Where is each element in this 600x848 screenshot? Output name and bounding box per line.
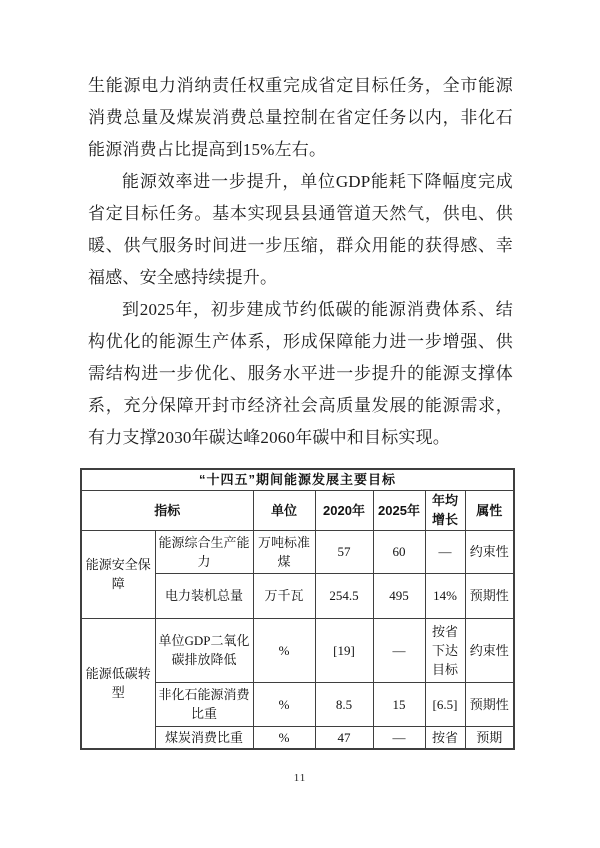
header-avg-growth: 年均增长 [425, 490, 465, 530]
body-paragraph: 生能源电力消纳责任权重完成省定目标任务，全市能源消费总量及煤炭消费总量控制在省定任务以内，非化石能源消费占比提高到15%左右。 [88, 76, 513, 159]
cell-group: 能源安全保障 [81, 530, 155, 618]
table-header-row [81, 490, 514, 530]
cell-2025: 60 [373, 530, 425, 573]
cell-unit: 万吨标准煤 [253, 530, 315, 573]
cell-2025: 495 [373, 573, 425, 618]
cell-2020: [19] [315, 618, 373, 682]
cell-2020: 254.5 [315, 573, 373, 618]
cell-attribute: 预期 [465, 726, 514, 749]
table-row [81, 618, 514, 682]
cell-2025: 15 [373, 682, 425, 726]
table-title: “十四五”期间能源发展主要目标 [81, 469, 514, 490]
cell-attribute: 约束性 [465, 530, 514, 573]
body-text [88, 70, 513, 454]
targets-table-container [80, 468, 514, 750]
cell-unit: % [253, 682, 315, 726]
body-paragraph: 到2025年，初步建成节约低碳的能源消费体系、结构优化的能源生产体系，形成保障能力进一步增强、供需结构进一步优化、服务水平进一步提升的能源支撑体系，充分保障开封市经济社会高质量发展的能源需求，有力支撑2030年碳达峰2060年碳中和目标实现。 [88, 300, 513, 447]
header-2025: 2025年 [373, 490, 425, 530]
cell-indicator: 能源综合生产能力 [155, 530, 253, 573]
cell-growth: 按省下达目标 [425, 618, 465, 682]
energy-targets-table [80, 468, 515, 750]
cell-2020: 47 [315, 726, 373, 749]
body-paragraph: 能源效率进一步提升，单位GDP能耗下降幅度完成省定目标任务。基本实现县县通管道天然气，供电、供暖、供气服务时间进一步压缩，群众用能的获得感、幸福感、安全感持续提升。 [88, 172, 513, 287]
header-attribute: 属性 [465, 490, 514, 530]
cell-2025: — [373, 726, 425, 749]
cell-unit: % [253, 618, 315, 682]
header-2020: 2020年 [315, 490, 373, 530]
cell-growth: [6.5] [425, 682, 465, 726]
cell-indicator: 单位GDP二氧化碳排放降低 [155, 618, 253, 682]
cell-attribute: 约束性 [465, 618, 514, 682]
table-title-row [81, 469, 514, 490]
cell-growth: — [425, 530, 465, 573]
cell-growth: 14% [425, 573, 465, 618]
cell-growth: 按省 [425, 726, 465, 749]
cell-indicator: 非化石能源消费比重 [155, 682, 253, 726]
cell-2020: 57 [315, 530, 373, 573]
cell-2025: — [373, 618, 425, 682]
cell-unit: % [253, 726, 315, 749]
cell-unit: 万千瓦 [253, 573, 315, 618]
cell-attribute: 预期性 [465, 573, 514, 618]
cell-indicator: 煤炭消费比重 [155, 726, 253, 749]
cell-indicator: 电力装机总量 [155, 573, 253, 618]
cell-group: 能源低碳转型 [81, 618, 155, 749]
table-row [81, 530, 514, 573]
header-indicator: 指标 [81, 490, 253, 530]
cell-attribute: 预期性 [465, 682, 514, 726]
header-unit: 单位 [253, 490, 315, 530]
page-number: 11 [293, 772, 307, 784]
cell-2020: 8.5 [315, 682, 373, 726]
